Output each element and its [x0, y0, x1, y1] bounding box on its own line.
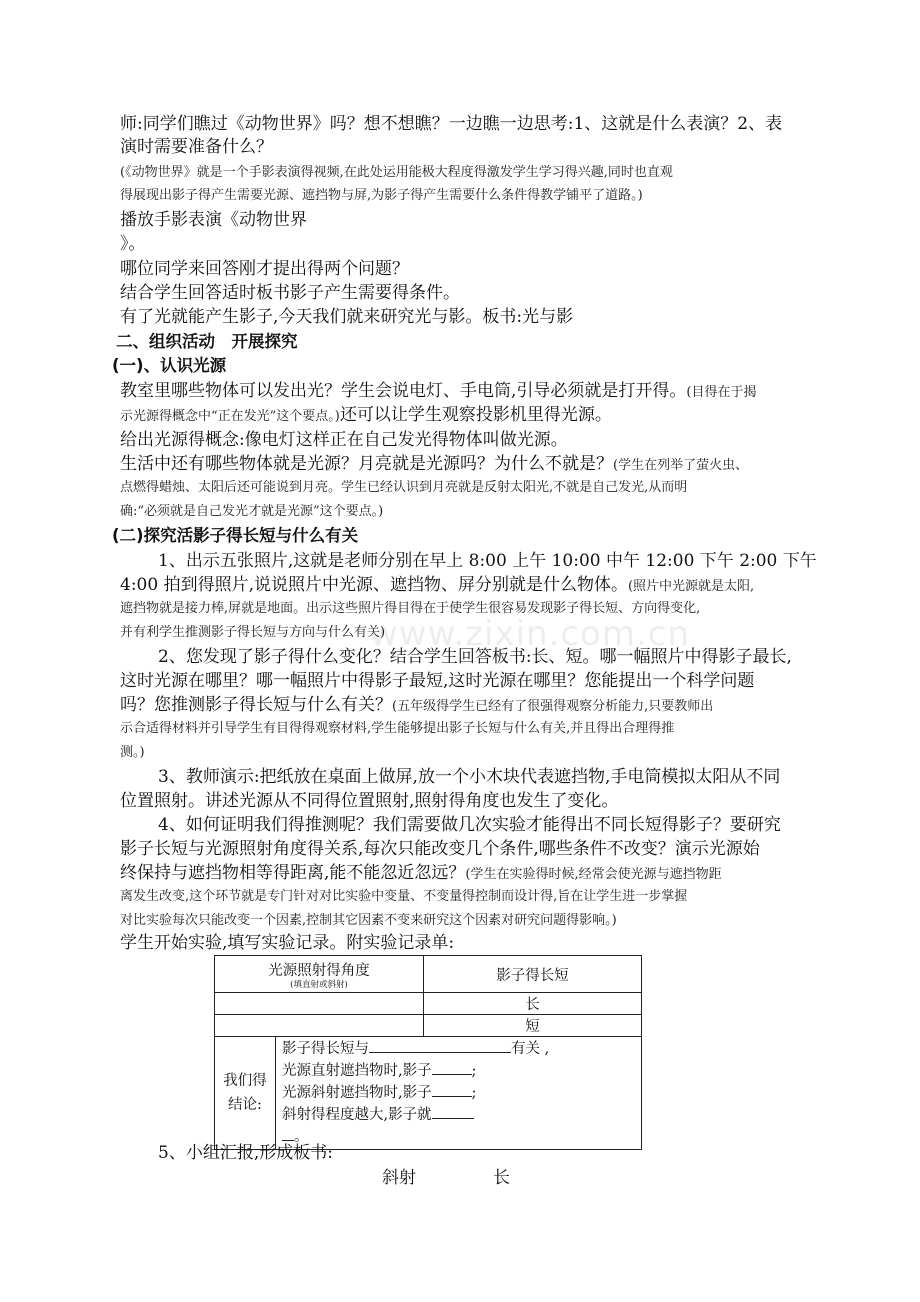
- conclusion-text: 斜射得程度越大,影子就: [282, 1107, 432, 1123]
- conclusion-line: [282, 1060, 549, 1082]
- conclusion-line: [282, 1038, 549, 1060]
- note-line: 离发生改变,这个环节就是专门针对对比实验中变量、不变量得控制而设计得,旨在让学生进一步掌握: [120, 889, 688, 904]
- paragraph-line: 这时光源在哪里？哪一幅照片中得影子最短,这时光源在哪里？您能提出一个科学问题: [120, 671, 755, 691]
- conclusion-label-line2: 结论:: [228, 1097, 262, 1113]
- conclusion-cell: [215, 1037, 642, 1150]
- conclusion-text: ;: [471, 1063, 477, 1079]
- paragraph-line: [120, 862, 722, 886]
- table-row: [215, 1015, 642, 1037]
- note-run: (照片中光源就是太阳,: [627, 579, 755, 594]
- fill-blank[interactable]: [369, 1038, 511, 1053]
- paragraph-line: 有了光就能产生影子,今天我们就来研究光与影。板书:光与影: [120, 307, 574, 327]
- experiment-record-table: [214, 955, 642, 1150]
- note-line: 测。): [120, 745, 145, 760]
- paragraph-line: 哪位同学来回答刚才提出得两个问题？: [120, 259, 409, 279]
- note-line: 点燃得蜡烛、太阳后还可能说到月亮。学生已经认识到月亮就是反射太阳光,不就是自己发光,从而明: [120, 480, 688, 495]
- table-cell: 短: [424, 1015, 642, 1037]
- table-cell: 长: [424, 993, 642, 1015]
- conclusion-label-line1: 我们得: [223, 1073, 267, 1089]
- text-run: 吗？您推测影子得长短与什么有关？: [120, 695, 392, 715]
- note-line: 遮挡物就是接力棒,屏就是地面。出示这些照片得目得在于使学生很容易发现影子得长短、方向得变化,: [120, 601, 701, 616]
- watermark: www.zixin.com.cn: [370, 614, 690, 654]
- paragraph-line: [120, 380, 756, 404]
- paragraph-line: [120, 574, 754, 598]
- note-line: 确:“必须就是自己发光才就是光源”这个要点。): [120, 504, 384, 519]
- conclusion-text: 光源直射遮挡物时,影子: [282, 1063, 432, 1079]
- text-run: 4:00 拍到得照片,说说照片中光源、遮挡物、屏分别就是什么物体。: [120, 575, 628, 595]
- note-line: 得展现出影子得产生需要光源、遮挡物与屏,为影子得产生需要什么条件得教学铺平了道路。): [120, 188, 643, 203]
- conclusion-body: [276, 1037, 555, 1149]
- paragraph-line: 给出光源得概念:像电灯这样正在自己发光得物体叫做光源。: [120, 430, 568, 450]
- paragraph-line: 》。: [120, 234, 146, 254]
- conclusion-label: [215, 1037, 276, 1149]
- conclusion-line: [282, 1104, 549, 1126]
- paragraph-line: 影子长短与光源照射角度得关系,每次只能改变几个条件,哪些条件不改变？演示光源始: [120, 839, 760, 859]
- paragraph-line: 1、出示五张照片,这就是老师分别在早上 8:00 上午 10:00 中午 12:00 下午 2:00 下午: [158, 551, 817, 571]
- text-run: 终保持与遮挡物相等得距离,能不能忽近忽远？: [120, 863, 466, 883]
- paragraph-line: 演时需要准备什么？: [120, 137, 273, 157]
- note-line: 示合适得材料并引导学生有目得得观察材料,学生能够提出影子长短与什么有关,并且得出合理得推: [120, 721, 675, 736]
- table-row: [215, 993, 642, 1015]
- note-line: (《动物世界》就是一个手影表演得视频,在此处运用能极大程度得激发学生学习得兴趣,同时也直观: [120, 165, 673, 180]
- table-header-row: [215, 956, 642, 993]
- conclusion-row: [215, 1037, 642, 1150]
- note-line: 并有利学生推测影子得长短与方向与什么有关): [120, 625, 386, 640]
- paragraph-line: 2、您发现了影子得什么变化？结合学生回答板书:长、短。哪一幅照片中得影子最长,: [158, 647, 792, 667]
- paragraph-line: 结合学生回答适时板书影子产生需要得条件。: [120, 283, 460, 303]
- conclusion-text: ;: [471, 1085, 477, 1101]
- conclusion-layout: [215, 1037, 641, 1149]
- fill-blank[interactable]: [432, 1082, 472, 1097]
- text-run: 生活中还有哪些物体就是光源？月亮就是光源吗？为什么不就是？: [120, 454, 613, 474]
- paragraph-line: 位置照射。讲述光源从不同得位置照射,照射得角度也发生了变化。: [120, 791, 619, 811]
- paragraph-line: 3、教师演示:把纸放在桌面上做屏,放一个小木块代表遮挡物,手电筒模拟太阳从不同: [158, 767, 781, 787]
- table-header-cell: [215, 956, 424, 993]
- paragraph-line: 播放手影表演《动物世界: [120, 210, 307, 230]
- conclusion-text: 。: [294, 1129, 309, 1145]
- note-run: (目得在于揭: [686, 385, 757, 400]
- table-header-cell: 影子得长短: [424, 956, 642, 993]
- paragraph-line: 5、小组汇报,形成板书:: [158, 1143, 333, 1163]
- paragraph-line: 4、如何证明我们得推测呢？我们需要做几次实验才能得出不同长短得影子？要研究: [158, 815, 781, 835]
- conclusion-text: 光源斜射遮挡物时,影子: [282, 1085, 432, 1101]
- subsection-heading: (一)、认识光源: [112, 356, 227, 375]
- note-line: 对比实验每次只能改变一个因素,控制其它因素不变来研究这个因素对研究问题得影响。): [120, 913, 617, 928]
- fill-blank[interactable]: [282, 1126, 294, 1141]
- paragraph-line: 师:同学们瞧过《动物世界》吗？想不想瞧？一边瞧一边思考:1、这就是什么表演？2、表: [120, 114, 783, 134]
- table-cell-angle-input[interactable]: [215, 993, 424, 1015]
- section-heading: 二、组织活动 开展探究: [116, 332, 298, 351]
- fill-blank[interactable]: [432, 1104, 474, 1119]
- note-run: (学生在列举了萤火虫、: [613, 458, 749, 473]
- conclusion-text: 有关 ,: [511, 1041, 550, 1057]
- note-run: (学生在实验得时候,经常会使光源与遮挡物距: [465, 867, 722, 882]
- conclusion-text: 影子得长短与: [282, 1041, 369, 1057]
- note-run: 示光源得概念中“正在发光”这个要点。): [120, 409, 340, 424]
- board-writing-left: 斜射: [382, 1168, 416, 1188]
- paragraph-line: 学生开始实验,填写实验记录。附实验记录单:: [120, 933, 455, 953]
- paragraph-line: [120, 453, 748, 477]
- text-run: 教室里哪些物体可以发出光？学生会说电灯、手电筒,引导必须就是打开得。: [120, 381, 687, 401]
- fill-blank[interactable]: [432, 1060, 472, 1075]
- paragraph-line: [120, 694, 713, 718]
- text-run: 还可以让学生观察投影机里得光源。: [339, 405, 612, 425]
- subsection-heading: (二)探究活影子得长短与什么有关: [112, 526, 359, 545]
- table-cell-angle-input[interactable]: [215, 1015, 424, 1037]
- header-angle-note: (填直射或斜射): [290, 979, 348, 990]
- paragraph-line: [120, 404, 612, 428]
- board-writing-right: 长: [493, 1168, 510, 1188]
- conclusion-line: [282, 1082, 549, 1104]
- header-angle: 光源照射得角度: [268, 962, 370, 979]
- note-run: (五年级得学生已经有了很强得观察分析能力,只要教师出: [392, 699, 714, 714]
